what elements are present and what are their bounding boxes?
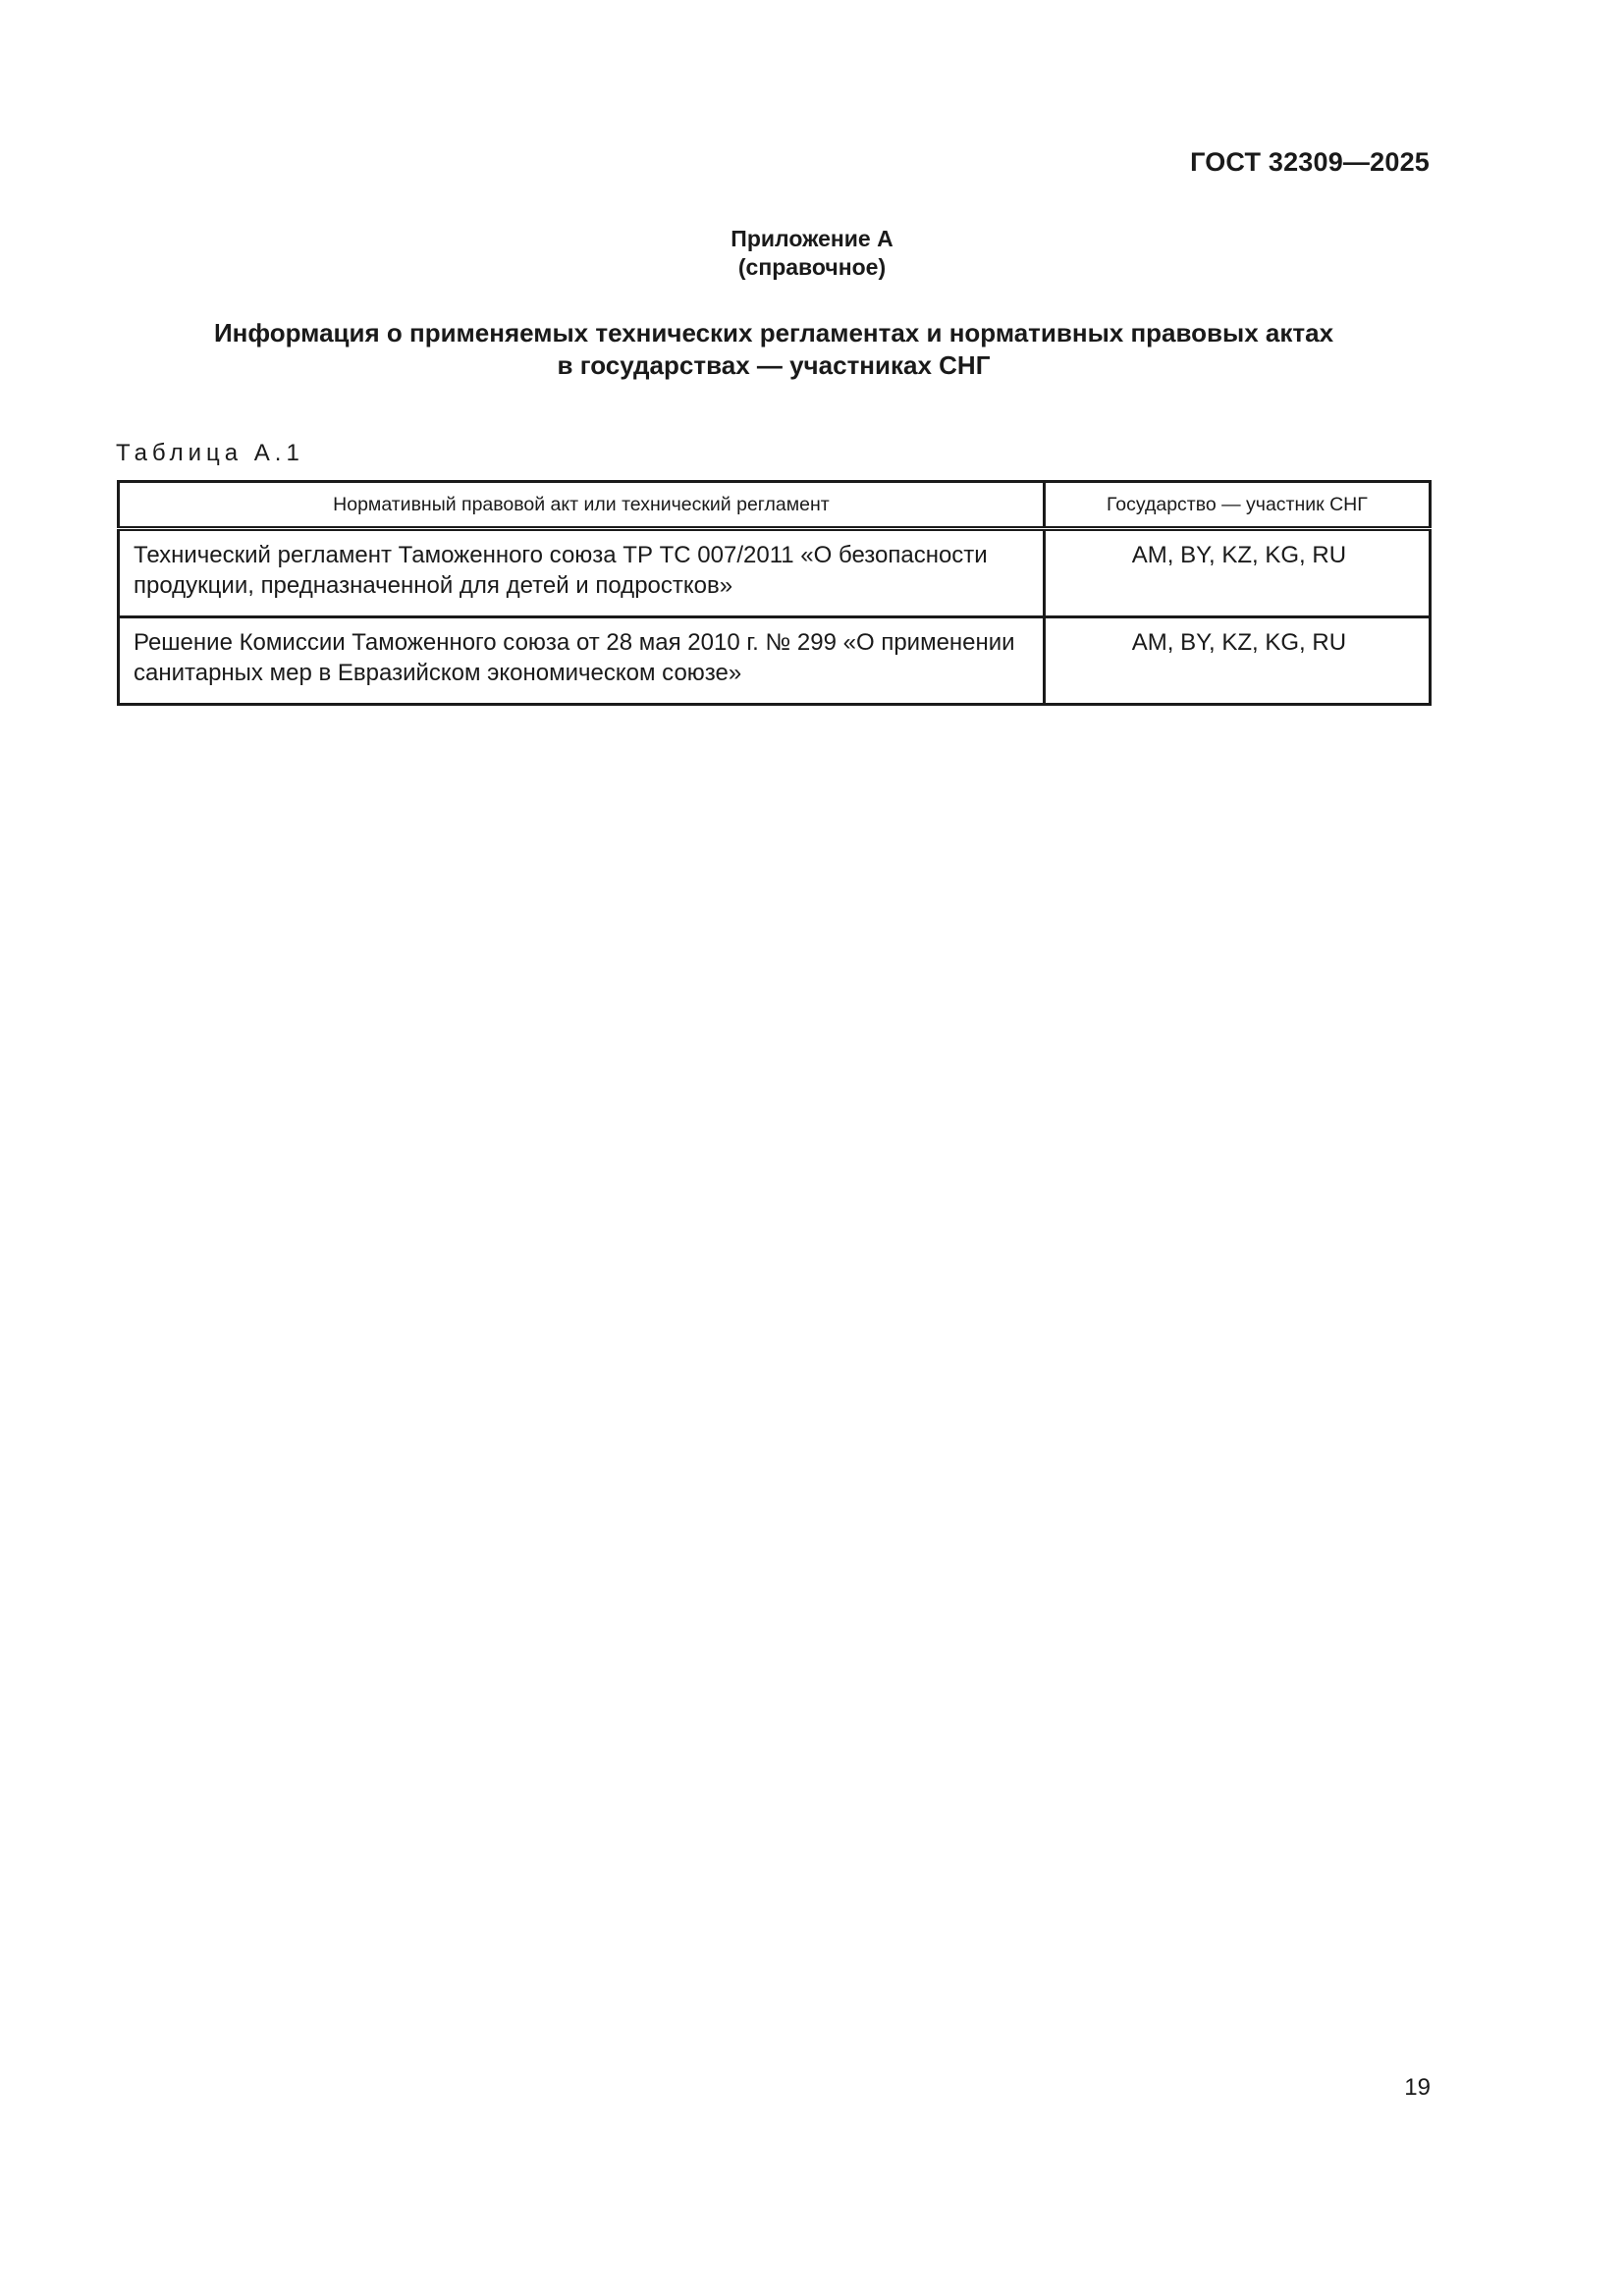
states-cell: AM, BY, KZ, KG, RU <box>1044 617 1430 705</box>
states-cell: AM, BY, KZ, KG, RU <box>1044 529 1430 617</box>
act-cell: Решение Комиссии Таможенного союза от 28 мая 2010 г. № 299 «О применении санитарных мер в Евразийском экономическом союзе» <box>119 617 1045 705</box>
regulations-table <box>117 480 1432 706</box>
appendix-heading <box>0 225 1624 282</box>
column-header-states: Государство — участник СНГ <box>1044 482 1430 529</box>
page-number: 19 <box>1404 2074 1431 2101</box>
act-cell: Технический регламент Таможенного союза ТР ТС 007/2011 «О безопасности продукции, предназначенной для детей и подростков» <box>119 529 1045 617</box>
table-row <box>119 529 1431 617</box>
table-header-row <box>119 482 1431 529</box>
section-title-line-1: Информация о применяемых технических регламентах и нормативных правовых актах <box>213 318 1334 347</box>
table-caption: Таблица А.1 <box>116 440 304 466</box>
appendix-label: Приложение А <box>731 226 893 251</box>
column-header-act: Нормативный правовой акт или технический регламент <box>119 482 1045 529</box>
section-title <box>0 317 1547 382</box>
document-code: ГОСТ 32309—2025 <box>1190 147 1430 177</box>
table-row <box>119 617 1431 705</box>
section-title-line-2: в государствах — участниках СНГ <box>557 350 991 380</box>
appendix-type: (справочное) <box>737 254 887 280</box>
